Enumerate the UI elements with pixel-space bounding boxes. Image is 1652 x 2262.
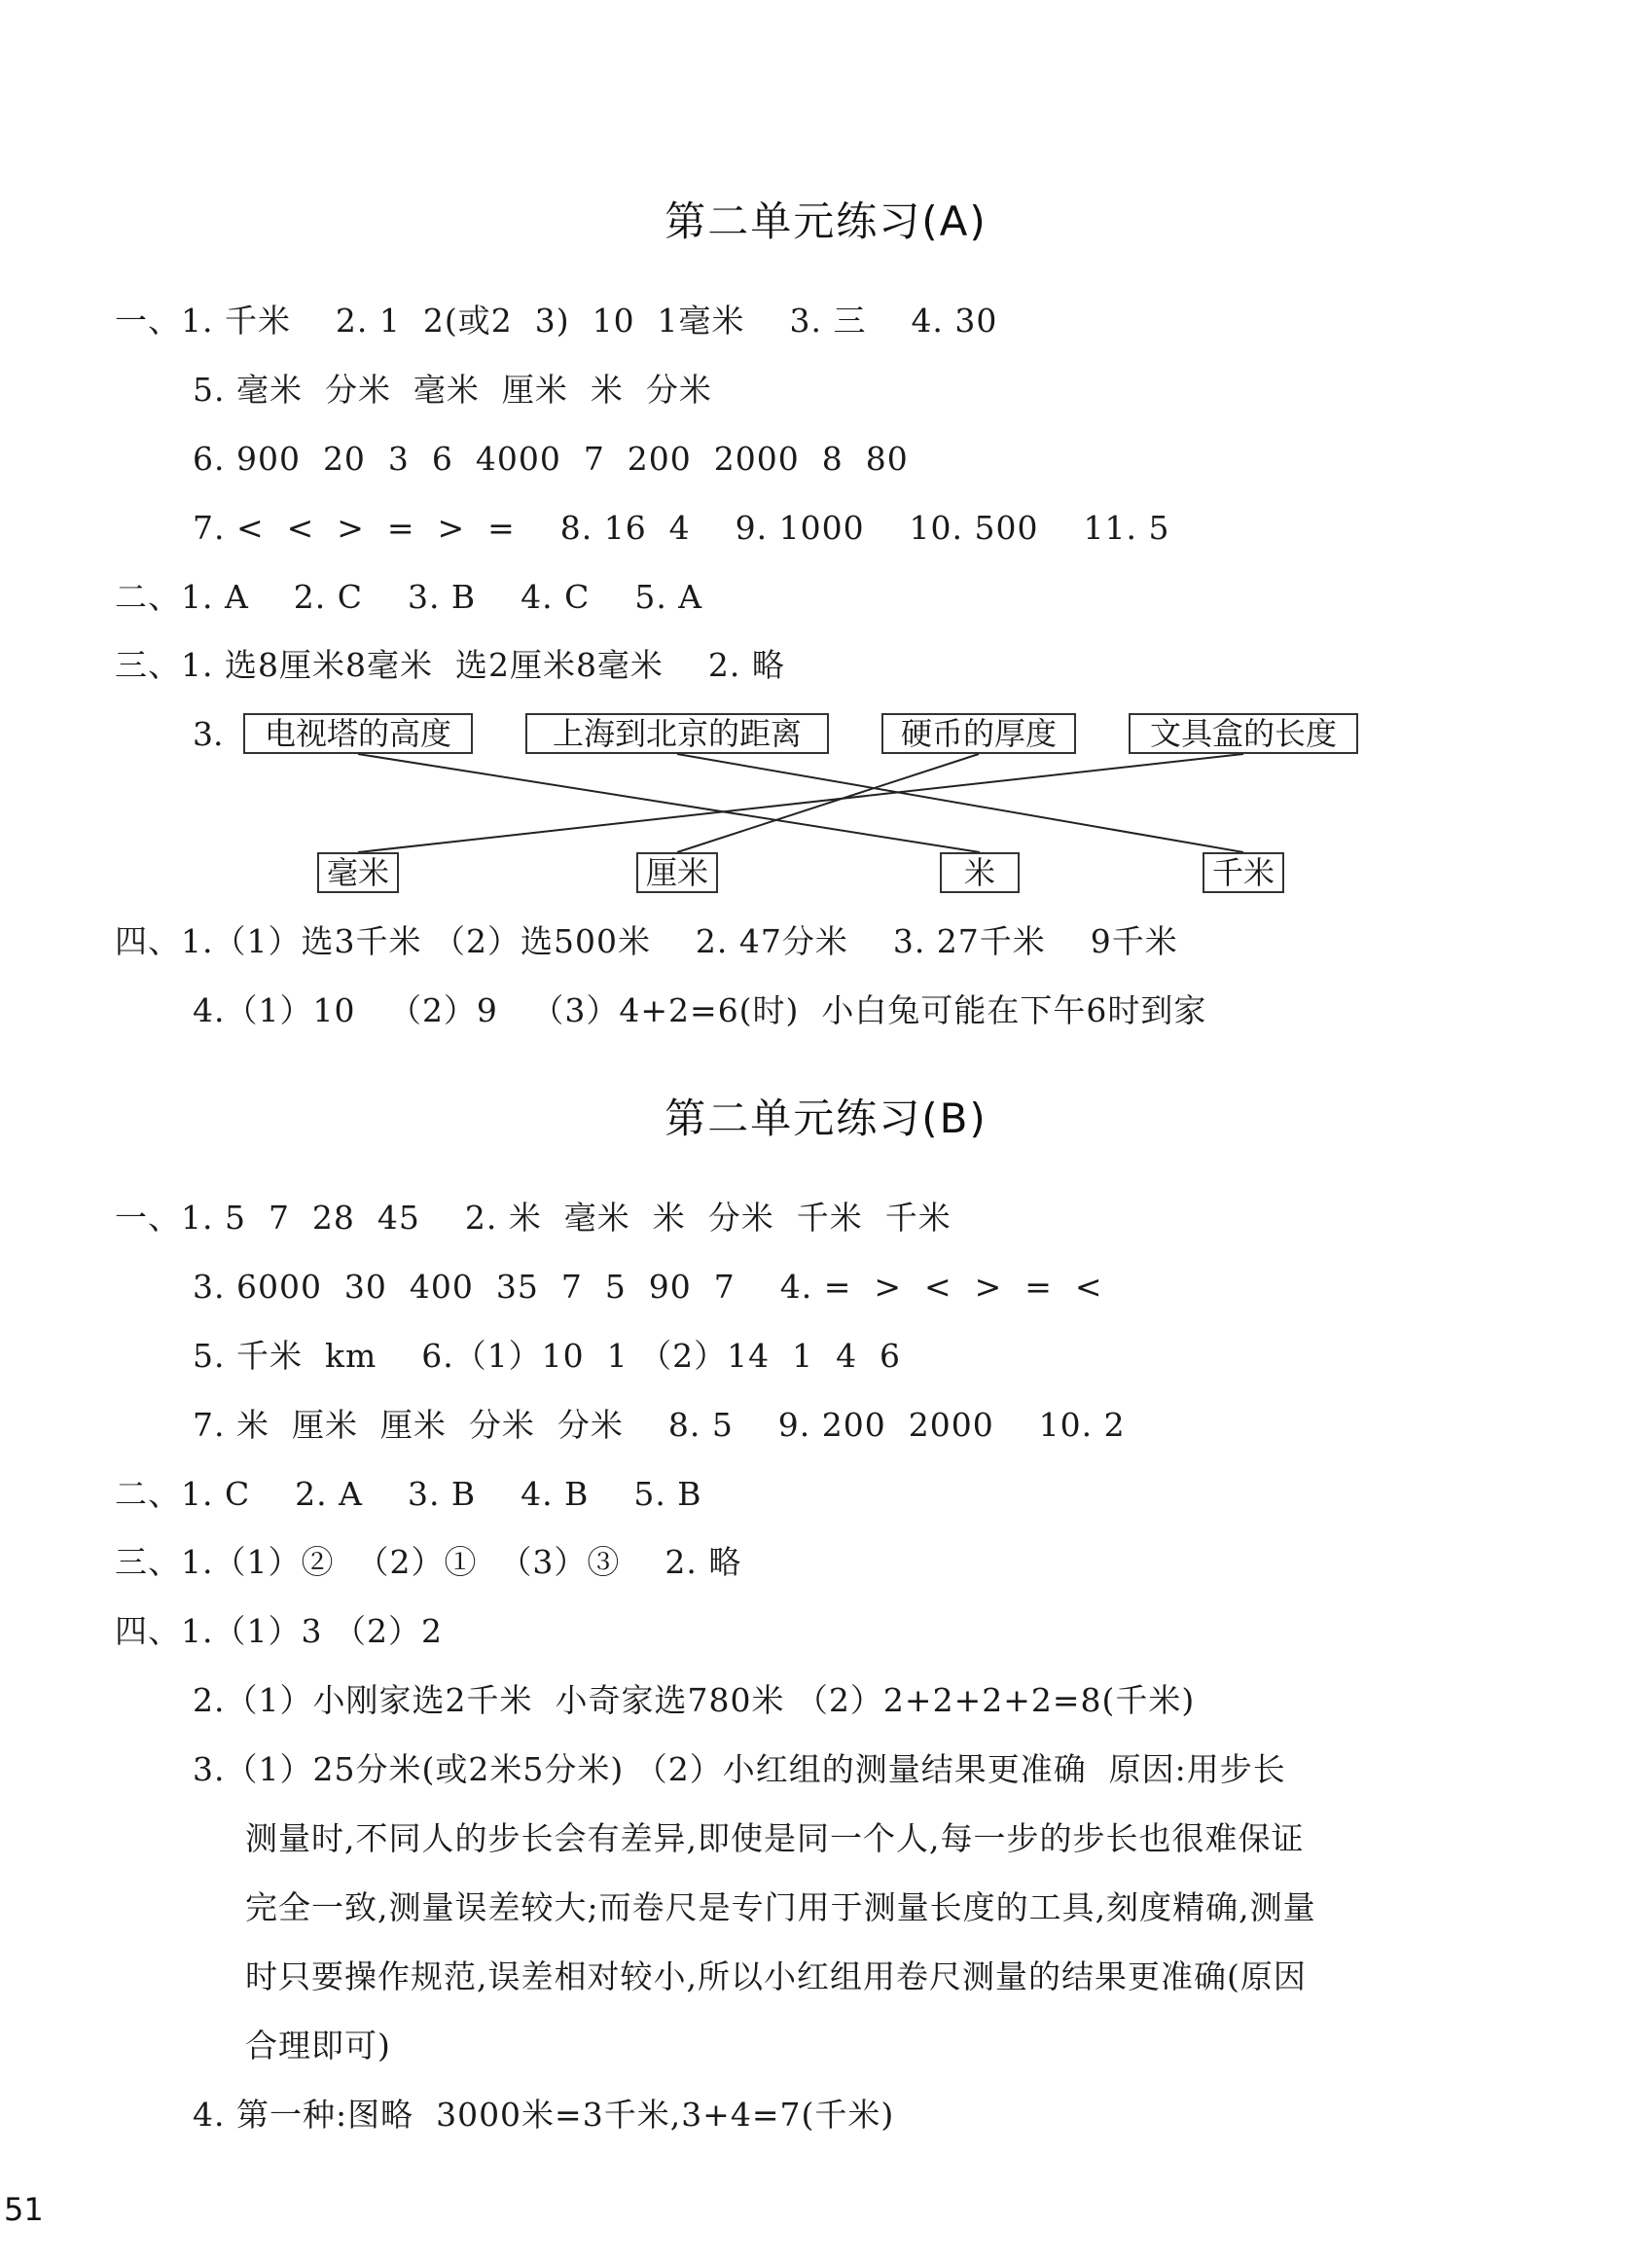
b-q1-line5: 5. 千米 km 6.（1）10 1 （2）14 1 4 6 <box>193 1337 902 1375</box>
section-b-title: 第二单元练习(B) <box>664 1095 988 1142</box>
match-connection-line <box>358 754 1243 852</box>
match-connection-line <box>358 754 980 852</box>
a-q3-line: 三、1. 选8厘米8毫米 选2厘米8毫米 2. 略 <box>115 646 785 684</box>
b-q4-line3-cont3: 时只要操作规范,误差相对较小,所以小红组用卷尺测量的结果更准确(原因 <box>245 1957 1307 1995</box>
b-q4-line4: 4. 第一种:图略 3000米=3千米,3+4=7(千米) <box>193 2096 895 2134</box>
a-q1-line1: 一、1. 千米 2. 1 2(或2 3) 10 1毫米 3. 三 4. 30 <box>115 302 998 340</box>
a-q1-line6: 6. 900 20 3 6 4000 7 200 2000 8 80 <box>193 440 909 478</box>
b-q4-line3-cont1: 测量时,不同人的步长会有差异,即使是同一个人,每一步的步长也很难保证 <box>245 1819 1305 1857</box>
b-q1-line7: 7. 米 厘米 厘米 分米 分米 8. 5 9. 200 2000 10. 2 <box>193 1406 1126 1444</box>
b-q4-line3-cont2: 完全一致,测量误差较大;而卷尺是专门用于测量长度的工具,刻度精确,测量 <box>245 1888 1316 1926</box>
match-top-pencil-box: 文具盒的长度 <box>1129 713 1358 754</box>
b-q4-line2: 2.（1）小刚家选2千米 小奇家选780米 （2）2+2+2+2=8(千米) <box>193 1681 1196 1719</box>
b-q3-line: 三、1.（1）② （2）① （3）③ 2. 略 <box>115 1543 742 1581</box>
match-bottom-km: 千米 <box>1203 852 1284 893</box>
match-top-coin: 硬币的厚度 <box>881 713 1076 754</box>
match-top-shanghai-beijing: 上海到北京的距离 <box>525 713 829 754</box>
b-q4-line3-cont4: 合理即可) <box>245 2027 391 2065</box>
b-q1-line3: 3. 6000 30 400 35 7 5 90 7 4. = > < > = < <box>193 1268 1103 1306</box>
match-connection-line <box>677 754 979 852</box>
match-bottom-cm: 厘米 <box>636 852 718 893</box>
a-q2-line: 二、1. A 2. C 3. B 4. C 5. A <box>115 578 703 616</box>
a-q4-line1: 四、1.（1）选3千米 （2）选500米 2. 47分米 3. 27千米 9千米 <box>115 922 1178 960</box>
a-q4-line4: 4.（1）10 （2）9 （3）4+2=6(时) 小白兔可能在下午6时到家 <box>193 991 1207 1029</box>
b-q4-line1: 四、1.（1）3 （2）2 <box>115 1612 443 1650</box>
section-a-title: 第二单元练习(A) <box>664 197 988 245</box>
b-q1-line1: 一、1. 5 7 28 45 2. 米 毫米 米 分米 千米 千米 <box>115 1199 952 1237</box>
match-bottom-m: 米 <box>940 852 1020 893</box>
a-q1-line7: 7. < < > = > = 8. 16 4 9. 1000 10. 500 11. 5 <box>193 509 1170 547</box>
matching-number: 3. <box>193 715 224 753</box>
page-number: 51 <box>4 2191 44 2228</box>
b-q2-line: 二、1. C 2. A 3. B 4. B 5. B <box>115 1475 702 1513</box>
b-q4-line3: 3.（1）25分米(或2米5分米) （2）小红组的测量结果更准确 原因:用步长 <box>193 1750 1286 1788</box>
match-connection-line <box>677 754 1243 852</box>
match-bottom-mm: 毫米 <box>317 852 399 893</box>
a-q1-line5: 5. 毫米 分米 毫米 厘米 米 分米 <box>193 371 712 409</box>
match-top-tv-tower: 电视塔的高度 <box>243 713 473 754</box>
